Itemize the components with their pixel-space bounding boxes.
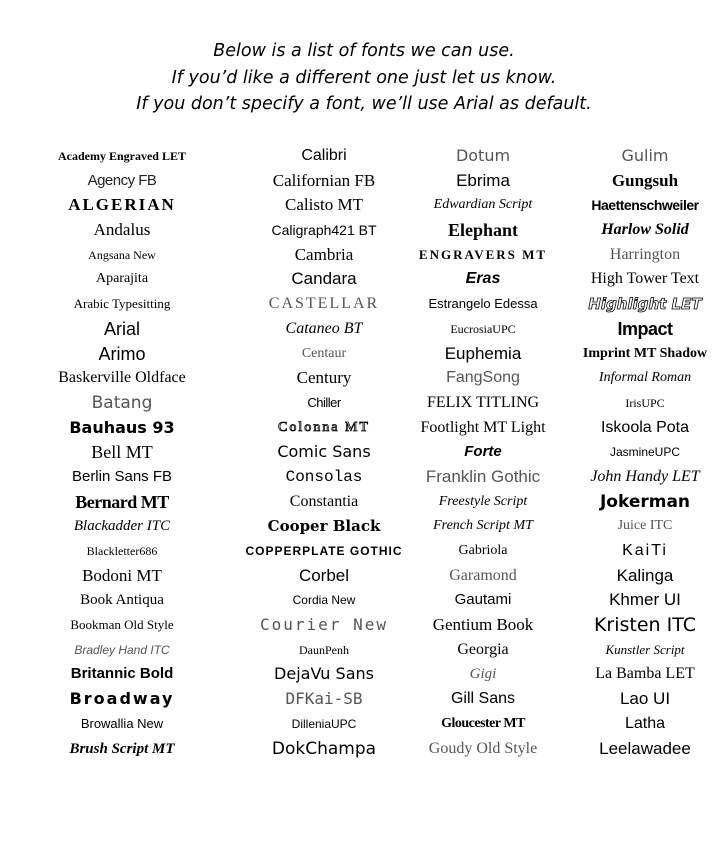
font-item: CASTELLAR [268,295,380,313]
font-item: Gill Sans [450,690,516,708]
font-item: Brush Script MT [69,740,175,757]
font-item: Berlin Sans FB [71,467,173,485]
font-item: ALGERIAN [68,195,176,215]
font-item: DaunPenh [299,642,349,657]
font-item: Century [296,368,352,388]
font-item: Colonna MT [278,419,370,435]
font-item: Edwardian Script [433,197,533,213]
font-item: DejaVu Sans [274,664,374,684]
font-item: Khmer UI [609,590,681,610]
font-list [0,144,728,761]
font-item: Eras [465,270,501,288]
font-item: Gloucester MT [441,715,525,731]
font-item: FELIX TITLING [426,393,540,411]
font-item: Estrangelo Edessa [428,296,538,312]
font-item: Franklin Gothic [425,466,541,486]
font-item: Batang [91,392,153,413]
font-item: Britannic Bold [70,665,174,683]
font-item: Impact [617,318,673,339]
font-item: Broadway [69,689,175,709]
font-item: Aparajita [95,271,149,287]
font-item: Book Antiqua [80,592,164,609]
font-item: Garamond [449,566,517,584]
font-column-1 [0,144,244,761]
font-item: Dotum [455,146,511,165]
font-item: Bell MT [91,442,153,463]
intro-text [0,38,728,118]
font-column-3 [404,144,562,761]
font-item: Forte [464,443,502,461]
font-item: Constantia [289,492,359,510]
font-item: IrisUPC [625,395,665,410]
font-item: DilleniaUPC [291,716,357,731]
font-item: Browallia New [80,715,164,731]
font-item: Calibri [301,147,347,164]
intro-line-3: If you don’t specify a font, we’ll use Arial as default. [136,94,592,114]
font-item: Ebrima [456,170,510,190]
font-item: Gungsuh [611,170,679,190]
font-item: COPPERPLATE GOTHIC [245,544,403,558]
font-item: Gigi [469,666,497,683]
font-item: EucrosiaUPC [450,321,516,336]
font-item: Arabic Typesitting [73,296,171,312]
font-item: Cambria [294,244,354,264]
font-item: Centaur [301,345,347,361]
font-item: Lao UI [619,689,671,709]
font-item: Andalus [93,220,151,240]
font-item: John Handy LET [590,467,700,485]
font-item: French Script MT [433,518,533,534]
font-item: Agency FB [87,171,157,189]
font-item: Cordia New [292,593,356,608]
font-item: Cataneo BT [285,319,363,337]
font-item: Consolas [285,467,363,486]
font-item: Goudy Old Style [428,739,538,757]
font-item: Haettenschweiler [591,197,699,214]
font-item: Arimo [98,343,146,364]
font-item: Elephant [447,220,519,241]
font-item: Arial [103,318,140,339]
font-item: Imprint MT Shadow [582,345,708,361]
font-item: Calisto MT [285,195,363,215]
font-item: Gabriola [458,543,508,558]
font-item: DFKai-SB [285,689,363,709]
font-item: Academy Engraved LET [57,149,186,163]
font-item: Informal Roman [598,370,692,386]
font-item: Gautami [454,591,512,609]
font-column-4 [562,144,728,761]
font-item: Kalinga [616,565,674,585]
font-item: Bookman Old Style [70,617,174,633]
font-item: Gulim [621,146,669,165]
font-column-2 [244,144,404,761]
font-item: Euphemia [444,343,522,363]
font-item: La Bamba LET [595,665,695,683]
font-item: ENGRAVERS MT [418,246,548,262]
font-item: Comic Sans [277,442,371,462]
font-item: Bernard MT [75,491,169,512]
font-item: Kristen ITC [593,614,697,637]
font-item: Georgia [457,640,509,658]
font-item: Harrington [609,245,681,263]
font-item: Kunstler Script [605,641,685,657]
font-item: Californian FB [272,170,376,190]
font-item: JasmineUPC [609,445,681,460]
font-item: DokChampa [271,738,377,759]
font-item: Courier New [260,615,388,635]
intro-line-2: If you’d like a different one just let us know. [171,67,557,88]
font-item: Bauhaus 93 [69,417,175,437]
font-item: FangSong [446,369,520,387]
font-item: Iskoola Pota [600,418,690,436]
font-item: Latha [624,714,666,732]
font-item: Blackletter686 [86,544,158,558]
font-item: Caligraph421 BT [271,222,377,239]
font-item: Jokerman [599,491,691,512]
font-item: Chiller [307,394,341,410]
font-item: Angsana New [88,247,156,262]
font-item: KaiTi [622,542,668,559]
font-item: High Tower Text [590,270,700,288]
font-item: Gentium Book [432,615,534,635]
font-item: Footlight MT Light [420,418,546,436]
font-item: Bradley Hand ITC [74,642,170,657]
font-item: Candara [291,269,357,289]
font-item: Bodoni MT [82,565,162,585]
font-item: Baskerville Oldface [58,369,186,387]
intro-line-1: Below is a list of fonts we can use. [213,41,515,61]
font-item: Cooper Black [267,517,381,536]
font-item: Highlight LET [588,295,702,314]
font-item: Harlow Solid [601,221,689,239]
font-item: Blackadder ITC [73,518,171,535]
font-item: Juice ITC [617,518,673,534]
font-item: Corbel [298,565,350,585]
font-item: Freestyle Script [438,493,528,509]
font-item: Leelawadee [599,738,691,758]
